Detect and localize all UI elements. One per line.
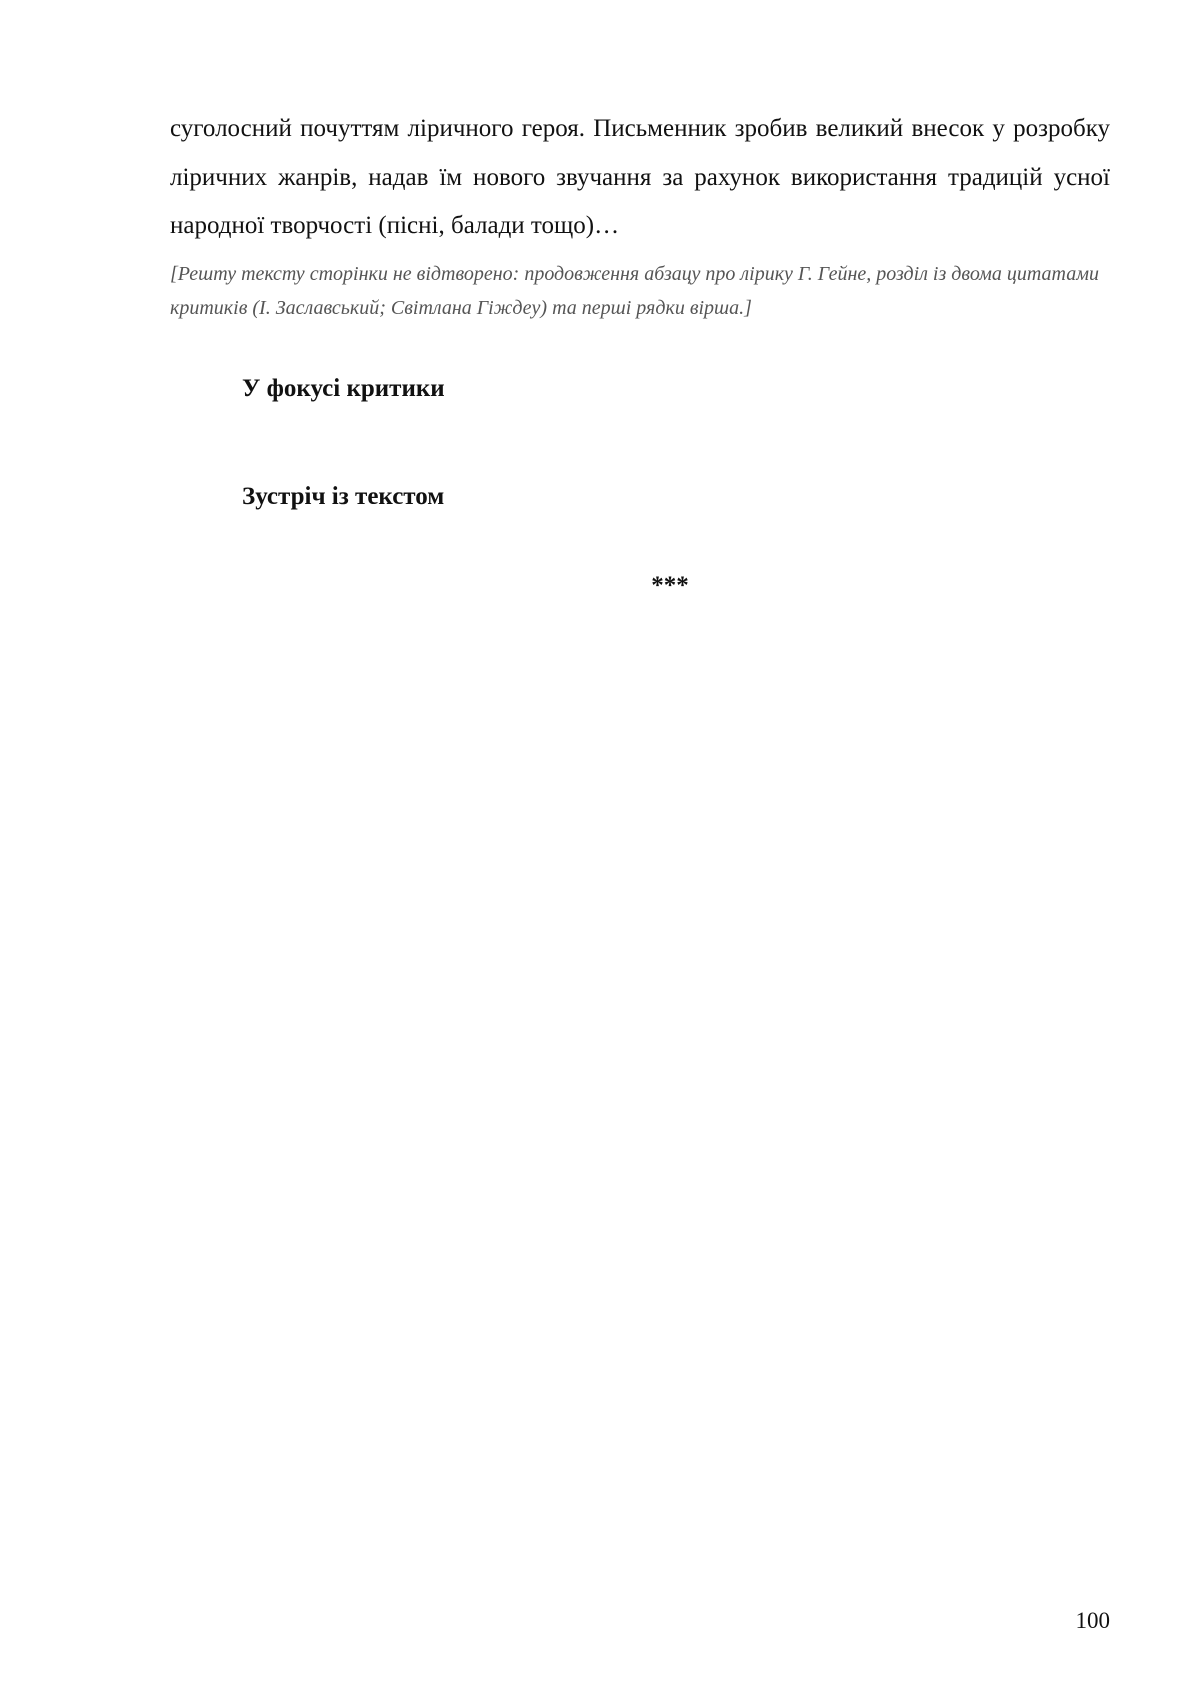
body-excerpt: суголосний почуттям ліричного героя. Письменник зробив великий внесок у розробку ліричних жанрів, надав їм нового звучання за рахунок використання традицій усної народної творчості (пісні, балади тощо)…: [170, 115, 1110, 239]
omitted-note: [Решту тексту сторінки не відтворено: продовження абзацу про лірику Г. Гейне, розділ із двома цитатами критиків (І. Заславський; Світлана Гіждеу) та перші рядки вірша.]: [170, 262, 1099, 319]
poem-separator: ***: [651, 571, 689, 599]
section-heading-text: Зустріч із текстом: [242, 483, 445, 510]
section-heading-critics: У фокусі критики: [242, 374, 445, 402]
document-page: [170, 105, 1110, 610]
page-number: 100: [1075, 1608, 1110, 1633]
